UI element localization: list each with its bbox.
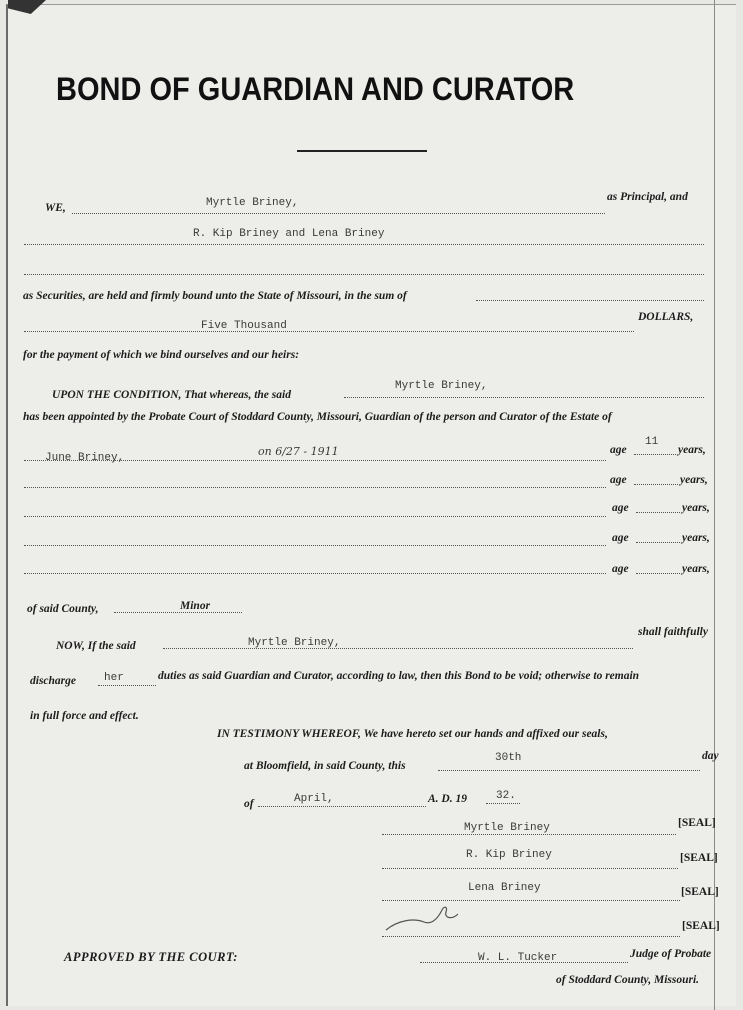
judge-name: W. L. Tucker (478, 952, 558, 964)
full-force: in full force and effect. (30, 710, 139, 722)
signature-line-1 (382, 834, 676, 835)
minor-name-1: June Briney, (45, 452, 125, 464)
signature-1: Myrtle Briney (464, 822, 550, 834)
discharge-label: discharge (30, 675, 76, 687)
securities-names: R. Kip Briney and Lena Briney (193, 228, 385, 240)
month-value: April, (294, 793, 334, 805)
principal-name: Myrtle Briney, (206, 197, 299, 209)
age-line-5 (636, 573, 680, 574)
sum-line-2 (24, 331, 634, 332)
years-label-3: years, (682, 502, 710, 514)
seal-label-2: [SEAL] (680, 852, 718, 864)
as-principal-label: as Principal, and (607, 191, 688, 203)
pronoun-line (98, 685, 156, 686)
minor-line-2 (24, 487, 606, 488)
sum-line-1 (476, 300, 704, 301)
seal-label-4: [SEAL] (682, 920, 720, 932)
securities-clause: as Securities, are held and firmly bound unto the State of Missouri, in the sum of (23, 290, 407, 302)
signature-scrawl (384, 902, 464, 936)
we-label: WE, (45, 202, 66, 214)
condition-label: UPON THE CONDITION, That whereas, the said (52, 389, 291, 401)
month-line (258, 806, 426, 807)
year-line (486, 803, 520, 804)
securities-line-1 (24, 244, 704, 245)
age-label-1: age (610, 444, 627, 456)
years-label-5: years, (682, 563, 710, 575)
of-stoddard-county: of Stoddard County, Missouri. (556, 974, 700, 986)
dollars-label: DOLLARS, (638, 311, 694, 323)
now-name: Myrtle Briney, (248, 637, 341, 649)
age-line-3 (636, 512, 680, 513)
day-line (438, 770, 700, 771)
of-label: of (244, 798, 254, 810)
day-label: day (702, 750, 719, 762)
pronoun-value: her (104, 672, 124, 684)
minor-word-line (114, 612, 242, 613)
securities-line-2 (24, 274, 704, 275)
age-line-1 (634, 454, 676, 455)
age-label-2: age (610, 474, 627, 486)
duties-clause: duties as said Guardian and Curator, according to law, then this Bond to be void; otherwise to remain (158, 670, 640, 682)
at-bloomfield: at Bloomfield, in said County, this (244, 760, 406, 772)
age-line-2 (634, 484, 678, 485)
signature-line-2 (382, 868, 678, 869)
day-value: 30th (495, 752, 522, 764)
approved-label: APPROVED BY THE COURT: (64, 950, 238, 964)
age-value-1: 11 (645, 436, 659, 448)
age-label-3: age (612, 502, 629, 514)
judge-of-probate: Judge of Probate (630, 948, 712, 960)
condition-name: Myrtle Briney, (395, 380, 488, 392)
minor-line-3 (24, 516, 606, 517)
principal-line (72, 213, 605, 214)
minor-note-1: on 6/27 - 1911 (258, 445, 339, 458)
ad-label: A. D. 19 (428, 793, 467, 805)
condition-line (344, 397, 704, 398)
seal-label-1: [SEAL] (678, 817, 716, 829)
years-label-4: years, (682, 532, 710, 544)
signature-2: R. Kip Briney (466, 849, 552, 861)
minor-word: Minor (180, 600, 211, 612)
minor-line-5 (24, 573, 606, 574)
signature-line-3 (382, 900, 680, 901)
minor-line-4 (24, 545, 606, 546)
signature-line-4 (382, 936, 680, 937)
signature-3: Lena Briney (468, 882, 541, 894)
now-label: NOW, If the said (56, 640, 136, 652)
years-label-2: years, (680, 474, 708, 486)
years-label-1: years, (678, 444, 706, 456)
shall-faithfully: shall faithfully (638, 626, 708, 638)
year-value: 32. (496, 790, 516, 802)
now-line (163, 648, 633, 649)
testimony-clause: IN TESTIMONY WHEREOF, We have hereto set our hands and affixed our seals, (217, 728, 608, 740)
appointed-clause: has been appointed by the Probate Court of Stoddard County, Missouri, Guardian of the person and Curator of the Estate of (23, 411, 612, 423)
seal-label-3: [SEAL] (681, 886, 719, 898)
age-label-5: age (612, 563, 629, 575)
sum-words: Five Thousand (201, 320, 287, 332)
of-said-county: of said County, (27, 603, 99, 615)
age-label-4: age (612, 532, 629, 544)
payment-clause: for the payment of which we bind ourselves and our heirs: (23, 349, 300, 361)
document-title: BOND OF GUARDIAN AND CURATOR (56, 72, 575, 108)
age-line-4 (636, 542, 680, 543)
title-underline (297, 150, 427, 152)
